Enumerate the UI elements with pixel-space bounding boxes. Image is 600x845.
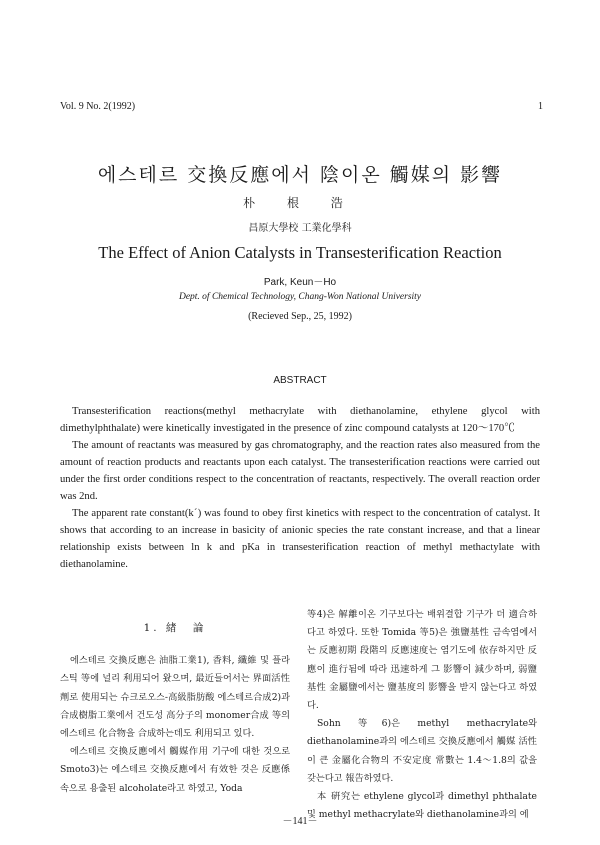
korean-author: 朴 根 浩 xyxy=(243,196,357,210)
english-author: Park, Keun－Ho xyxy=(263,277,337,288)
abstract-paragraph: The apparent rate constant(kˊ) was found to obey first kinetics with respect to the concentration of catalyst. It shows that according to an increase in basicity of anionic species the rate constant increase, and that a linear relationship exists between ln k and pKa in transesterification reaction of methyl methactylate with diethanolamine. xyxy=(60,508,540,570)
received-date: (Recieved Sep., 25, 1992) xyxy=(248,311,352,322)
abstract-heading: ABSTRACT xyxy=(273,375,327,386)
body-paragraph: 等4)은 解離이온 기구보다는 배위결합 기구가 더 適合하다고 하였다. 또한 Tomida 等5)은 強鹽基性 금속염에서는 反應初期 段階의 反應速度는 염기도에 依存하지만 反應이 進行됨에 따라 迅速하게 그 影響이 減少하며, 弱鹽基性 金屬鹽에서는 鹽基度의 影響을 받지 않는다고 하였다. xyxy=(307,609,537,712)
body-paragraph: Sohn 等6)은 methyl methacrylate와 diethanolamine과의 에스테르 交換反應에서 觸媒 活性이 큰 金屬化合物의 不安定度 常數는 1.4～1.8의 값을 갖는다고 報告하였다. xyxy=(307,718,537,784)
korean-title: 에스테르 交換反應에서 陰이온 觸媒의 影響 xyxy=(97,164,503,186)
right-column xyxy=(307,606,537,824)
left-column xyxy=(60,605,290,798)
body-paragraph: 에스테르 交換反應에서 觸媒作用 기구에 대한 것으로 Smoto3)는 에스테르 交換反應에서 有效한 것은 反應係속으로 용출된 alcoholate라고 하였고, Yoda xyxy=(60,746,290,794)
page-number: 1 xyxy=(538,101,543,112)
footer-page-number: －141－ xyxy=(282,816,318,827)
abstract-body xyxy=(60,403,540,573)
english-affiliation: Dept. of Chemical Technology, Chang-Won National University xyxy=(178,292,422,302)
abstract-paragraph: The amount of reactants was measured by gas chromatography, and the reaction rates also measured from the amount of reaction products and reactants upon each catalyst. The transesterification reactions were carried out under the first order conditions respect to the concentration of reactants, respectively. The overall reaction order was 2nd. xyxy=(60,440,540,502)
abstract-paragraph: Transesterification reactions(methyl methacrylate with diethanolamine, ethylene glycol with dimethylphthalate) were kinetically investigated in the presence of zinc compound catalysts at 120～170℃ xyxy=(60,406,540,434)
body-paragraph: 本 硏究는 ethylene glycol과 dimethyl phthalate 및 methyl methacrylate와 diethanolamine과의 에 xyxy=(307,791,537,821)
journal-volume: Vol. 9 No. 2(1992) xyxy=(60,101,136,112)
section-heading: 1. 緖 論 xyxy=(143,622,207,634)
body-paragraph: 에스테르 交換反應은 油脂工業1), 香料, 纖維 및 플라스틱 等에 널리 利用되어 왔으며, 最近들어서는 界面活性劑로 使用되는 슈크로오스-高級脂肪酸 에스테르合成2)과 合成樹脂工業에서 건도성 高分子의 monomer合成 等의 에스테르 化合物을 合成하는데도 利用되고 있다. xyxy=(60,655,290,740)
korean-affiliation: 昌原大學校 工業化學科 xyxy=(248,223,352,234)
english-title: The Effect of Anion Catalysts in Transesterification Reaction xyxy=(98,243,502,262)
